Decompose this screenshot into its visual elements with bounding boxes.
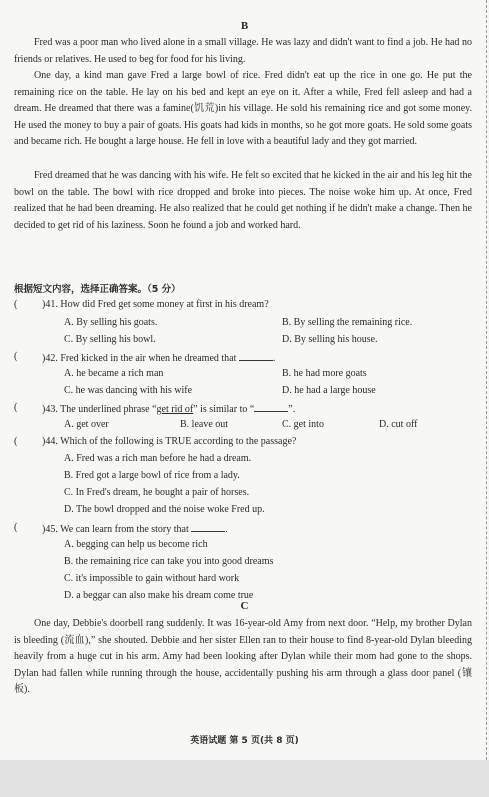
question-stem: )43. The underlined phrase “get rid of” is similar to “ ”.: [42, 404, 296, 415]
option-44-b: B. Fred got a large bowl of rice from a lady.: [64, 470, 240, 481]
answer-bracket: (: [14, 351, 18, 362]
answer-blank: [239, 351, 273, 361]
passage-c-paragraph-1: One day, Debbie's doorbell rang suddenly. It was 16-year-old Amy from next door. “Help, my brother Dylan is bleeding (流血),” she shouted. Debbie and her sister Ellen ran to their house to find 8-year-old Dylan bleeding heavily from a huge cut in his arm. Amy had been looking after Dylan while their mom had gone to the shops. Dylan had fallen while running through the house, accidentally pushing his arm through a glass door panel (镶板).: [14, 618, 472, 695]
passage-b-paragraph-1: Fred was a poor man who lived alone in a small village. He was lazy and didn't want to find a job. He had no friends or relatives. He used to beg for food for his living.: [14, 37, 472, 65]
option-43-d: D. cut off: [379, 419, 418, 430]
scan-margin: [0, 760, 489, 797]
answer-blank: [254, 402, 288, 412]
option-44-c: C. In Fred's dream, he bought a pair of horses.: [64, 487, 250, 498]
binding-line: [486, 0, 487, 760]
option-45-a: A. begging can help us become rich: [64, 539, 208, 550]
section-c-heading: C: [240, 600, 249, 612]
question-stem: )42. Fred kicked in the air when he dreamed that .: [42, 353, 276, 364]
question-stem: )44. Which of the following is TRUE according to the passage?: [42, 436, 297, 447]
option-45-d: D. a beggar can also make his dream come true: [64, 590, 254, 601]
page-footer: 英语试题 第 5 页(共 8 页): [190, 736, 299, 746]
answer-bracket: (: [14, 402, 18, 413]
option-41-a: A. By selling his goats.: [64, 317, 158, 328]
question-stem: )45. We can learn from the story that .: [42, 524, 228, 535]
option-44-d: D. The bowl dropped and the noise woke Fred up.: [64, 504, 265, 515]
option-44-a: A. Fred was a rich man before he had a dream.: [64, 453, 252, 464]
option-41-d: D. By selling his house.: [282, 334, 378, 345]
section-b-heading: B: [240, 20, 249, 32]
answer-blank: [191, 522, 225, 532]
passage-b-paragraph-3: Fred dreamed that he was dancing with his wife. He felt so excited that he kicked in the air and his leg hit the bowl on the table. The bowl with rice dropped and broke into pieces. The noise woke him up. At once, Fred realized that he had been dreaming. He also realized that he could get nothing if he didn't make a change. Then he decided to get rid of his laziness. Soon he found a job and worked hard.: [14, 170, 472, 231]
option-42-d: D. he had a large house: [282, 385, 376, 396]
option-45-b: B. the remaining rice can take you into good dreams: [64, 556, 274, 567]
option-42-a: A. he became a rich man: [64, 368, 164, 379]
option-42-c: C. he was dancing with his wife: [64, 385, 193, 396]
option-43-c: C. get into: [282, 419, 324, 430]
answer-bracket: (: [14, 522, 18, 533]
option-45-c: C. it's impossible to gain without hard work: [64, 573, 240, 584]
option-41-b: B. By selling the remaining rice.: [282, 317, 413, 328]
option-43-b: B. leave out: [180, 419, 229, 430]
passage-b-paragraph-2: One day, a kind man gave Fred a large bowl of rice. Fred didn't eat up the rice in one go. He put the remaining rice on the table. He lay on his bed and kept an eye on it. After a while, Fred fell asleep and had a dream. He dreamed that there was a famine(饥荒)in his village. He sold his remaining rice and got some money. He used the money to buy a pair of goats. His goats had kids in months, so he got more goats. He sold some goats and became rich. He bought a large house. He fell in love with a beautiful lady and they got married.: [14, 70, 472, 147]
answer-bracket: (: [14, 299, 18, 310]
option-41-c: C. By selling his bowl.: [64, 334, 156, 345]
option-42-b: B. he had more goats: [282, 368, 367, 379]
instruction: 根据短文内容，选择正确答案。（5 分）: [14, 284, 181, 295]
underlined-phrase: get rid of: [156, 404, 194, 415]
question-stem: )41. How did Fred get some money at first in his dream?: [42, 299, 269, 310]
option-43-a: A. get over: [64, 419, 109, 430]
answer-bracket: (: [14, 436, 18, 447]
